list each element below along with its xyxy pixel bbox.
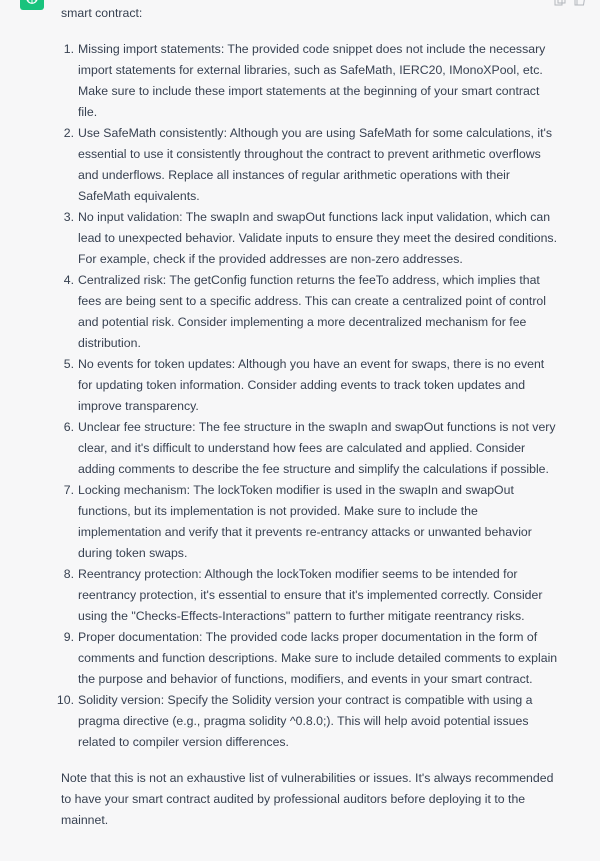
thumbs-up-icon[interactable] <box>574 0 586 6</box>
list-item-number: 7. <box>63 483 74 497</box>
list-item-number: 9. <box>63 630 74 644</box>
message-intro: smart contract: <box>61 6 143 20</box>
message-content <box>56 0 561 831</box>
list-item <box>61 480 561 564</box>
list-item-text: No input validation: The swapIn and swapOut functions lack input validation, which can lead to unexpected behavior. Validate inputs to ensure they meet the desired conditions. For example, check if the provided addresses are non-zero addresses. <box>78 210 557 266</box>
list-item-number: 8. <box>63 567 74 581</box>
list-item <box>56 690 561 753</box>
list-item-text: Proper documentation: The provided code lacks proper documentation in the form of comments and function descriptions. Make sure to include detailed comments to explain the purpose and behavior of functions, modifiers, and events in your smart contract. <box>78 630 558 686</box>
list-item-text: Locking mechanism: The lockToken modifier is used in the swapIn and swapOut functions, but its implementation is not provided. Make sure to include the implementation and verify that it prevents re-entrancy attacks or unwanted behavior during token swaps. <box>78 483 532 560</box>
list-item-number: 3. <box>63 210 74 224</box>
list-item-text: Centralized risk: The getConfig function returns the feeTo address, which implies that fees are being sent to a specific address. This can create a centralized point of control and potential risk. Consider implementing a more decentralized mechanism for fee distribution. <box>78 273 547 350</box>
list-item <box>61 627 561 690</box>
list-item <box>61 270 561 354</box>
assistant-avatar <box>20 0 44 10</box>
list-item-text: Missing import statements: The provided code snippet does not include the necessary import statements for external libraries, such as SafeMath, IERC20, IMonoXPool, etc. Make sure to include these import statements at the beginning of your smart contract file. <box>78 42 546 119</box>
list-item-text: Use SafeMath consistently: Although you are using SafeMath for some calculations, it's essential to use it consistently throughout the contract to prevent arithmetic overflows and underflows. Replace all instances of regular arithmetic operations with their SafeMath equivalents. <box>78 126 552 203</box>
list-item-number: 5. <box>63 357 74 371</box>
list-item-number: 4. <box>63 273 74 287</box>
list-item-text: Solidity version: Specify the Solidity version your contract is compatible with using a pragma directive (e.g., pragma solidity ^0.8.0;). This will help avoid potential issues related to compiler version differences. <box>78 693 533 749</box>
list-item <box>61 123 561 207</box>
list-item-number: 2. <box>63 126 74 140</box>
list-item-number: 10. <box>56 693 74 707</box>
list-item-text: Unclear fee structure: The fee structure in the swapIn and swapOut functions is not very clear, and it's difficult to understand how fees are calculated and applied. Consider adding comments to describe the fee structure and simplify the calculations if possible. <box>78 420 556 476</box>
list-item <box>61 564 561 627</box>
list-item-text: Reentrancy protection: Although the lockToken modifier seems to be intended for reentrancy protection, it's essential to ensure that it's implemented correctly. Consider using the "Checks-Effects-Interactions" pattern to further mitigate reentrancy risks. <box>78 567 543 623</box>
list-item-text: No events for token updates: Although you have an event for swaps, there is no event for updating token information. Consider adding events to track token updates and improve transparency. <box>78 357 545 413</box>
list-item <box>61 207 561 270</box>
list-item-number: 1. <box>63 42 74 56</box>
assistant-logo-icon <box>23 0 41 7</box>
message-outro: Note that this is not an exhaustive list of vulnerabilities or issues. It's always recommended to have your smart contract audited by professional auditors before deploying it to the mainnet. <box>61 771 554 827</box>
list-item-number: 6. <box>63 420 74 434</box>
list-item <box>61 354 561 417</box>
suggestion-list <box>56 39 561 753</box>
list-item <box>61 417 561 480</box>
list-item <box>61 39 561 123</box>
